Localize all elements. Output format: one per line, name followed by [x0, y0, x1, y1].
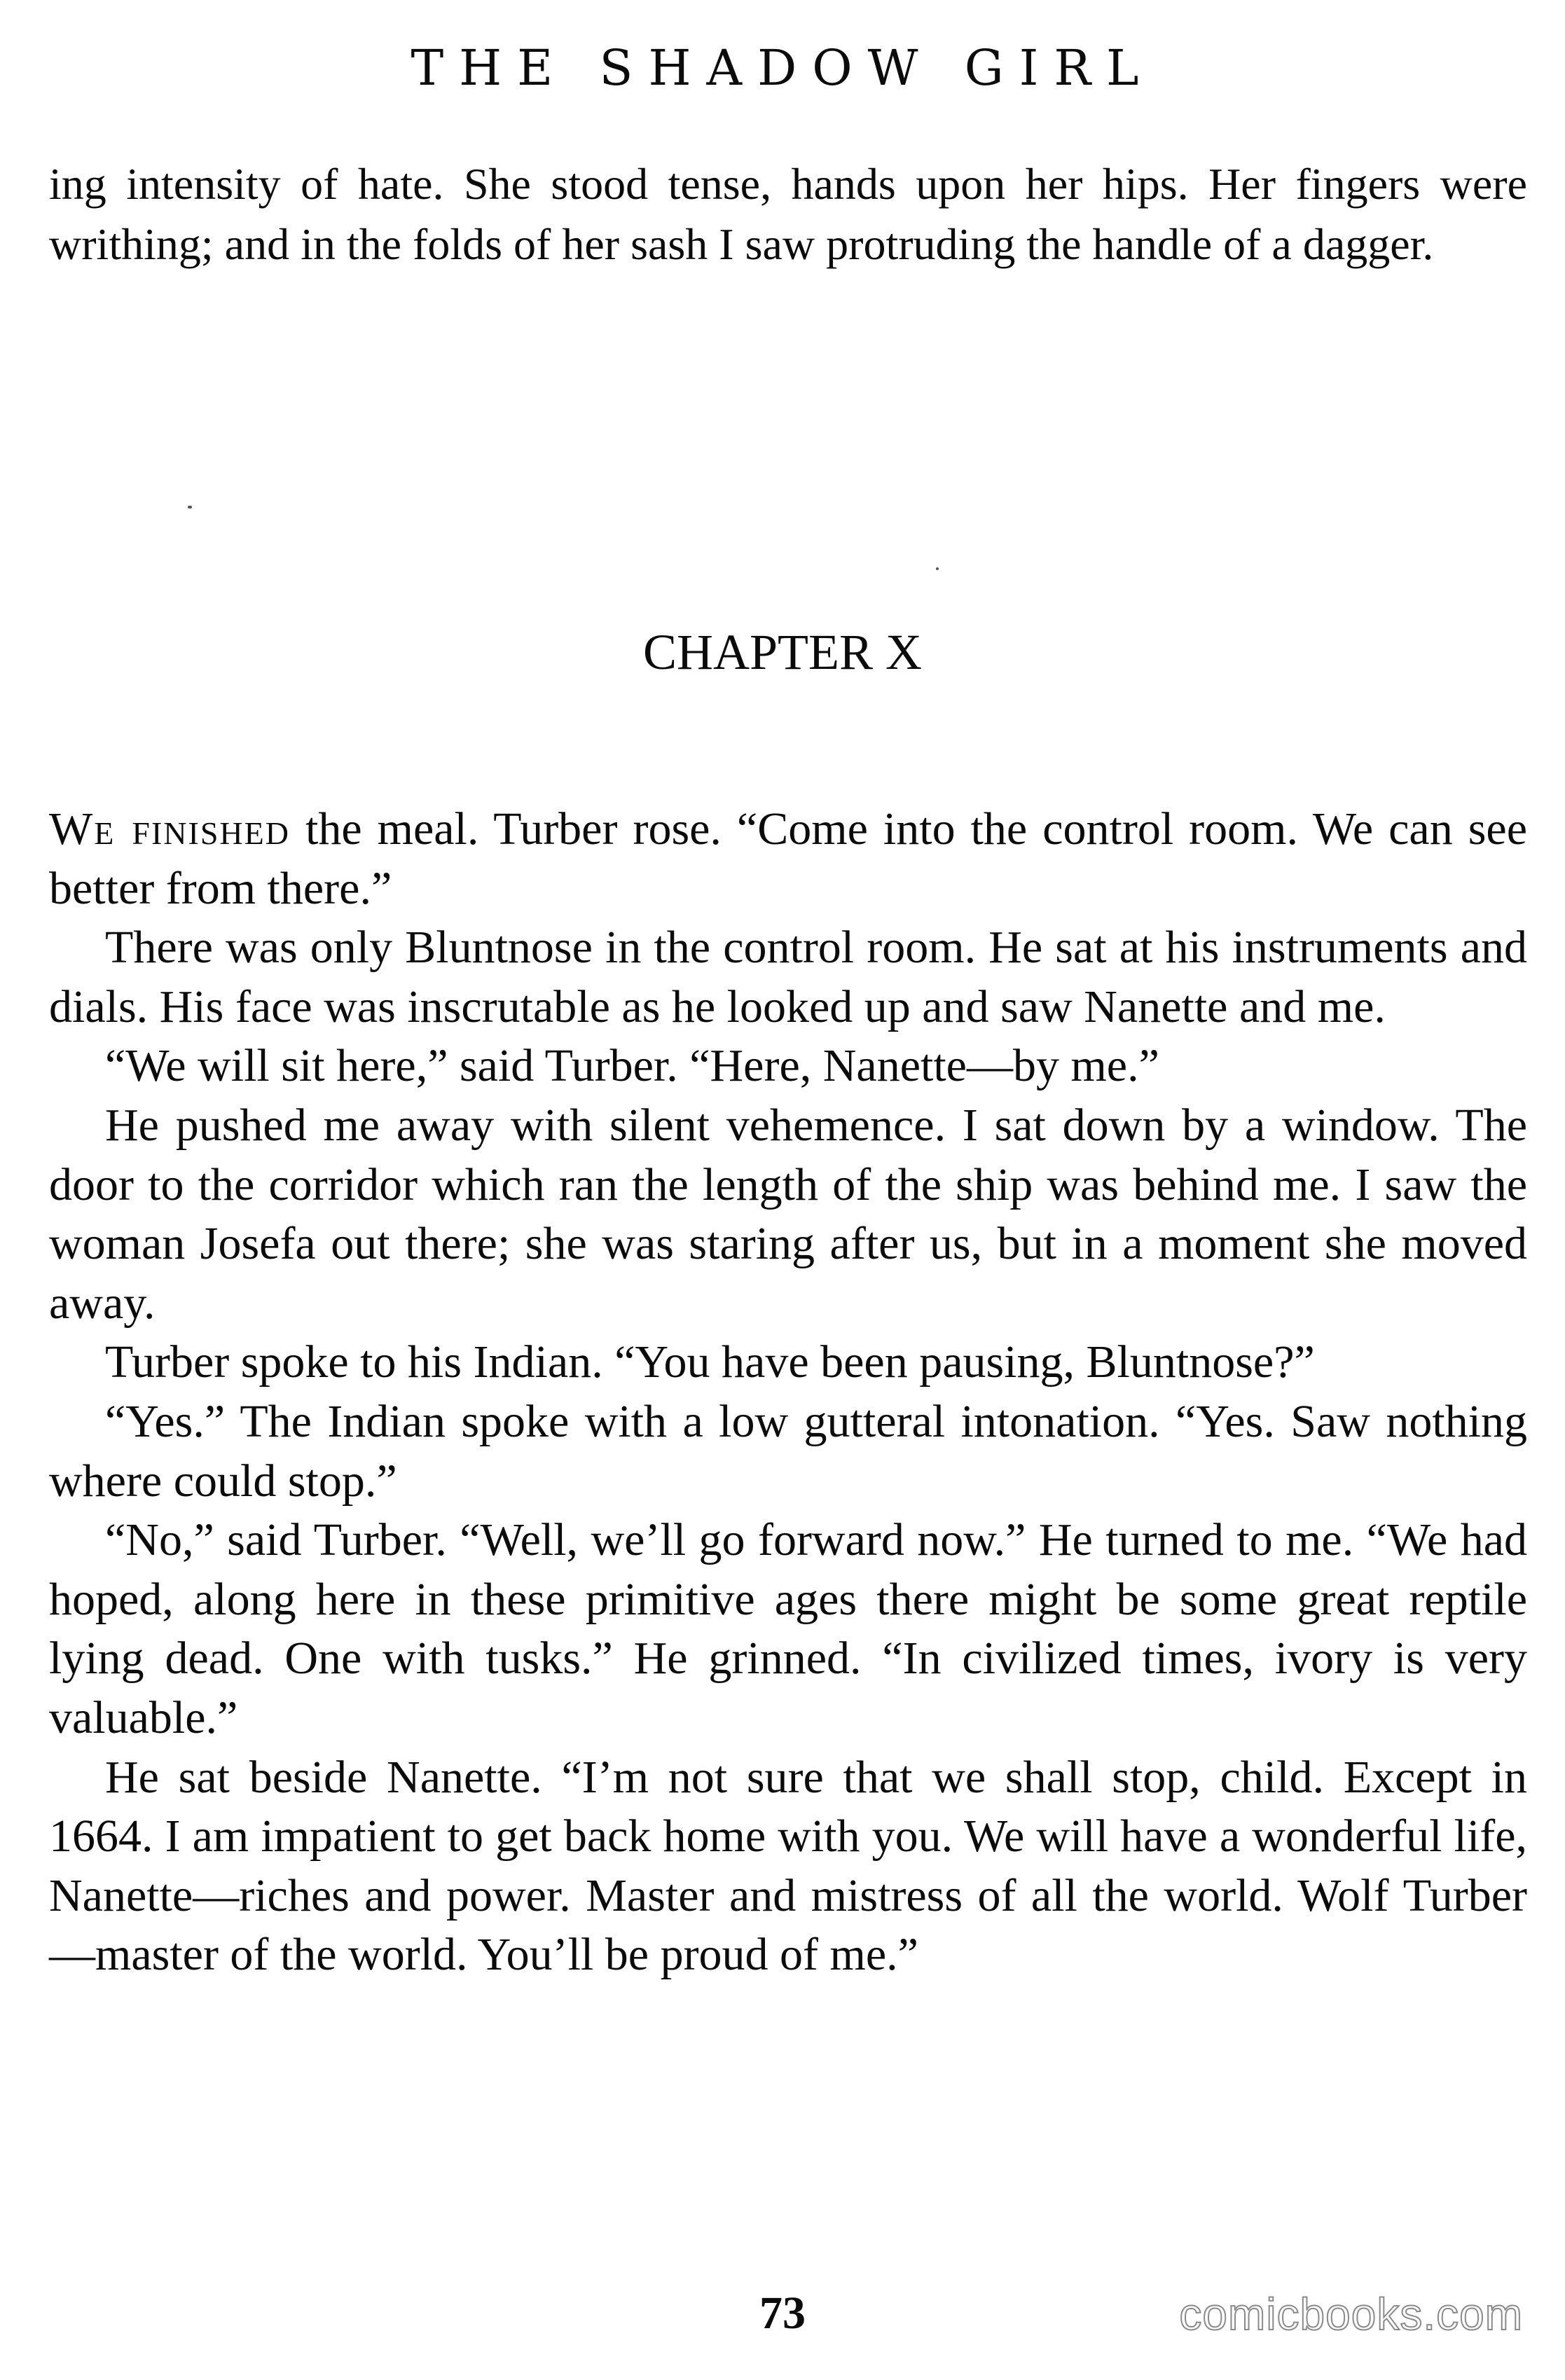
- paragraph-2: There was only Bluntnose in the control room. He sat at his instruments and dials. His face was inscrutable as he looked up and saw Nanette and me.: [49, 922, 1527, 1032]
- paragraph-7: “No,” said Turber. “Well, we’ll go forward now.” He turned to me. “We had hoped, along here in these primitive ages there might be some great reptile lying dead. One with tusks.” He grinned. “In civilized times, ivory is very valuable.”: [49, 1514, 1527, 1743]
- paragraph-4: He pushed me away with silent vehemence. I sat down by a window. The door to the corridor which ran the length of the ship was behind me. I saw the woman Josefa out there; she was staring after us, but in a moment she moved away.: [49, 1099, 1527, 1329]
- chapter-heading: CHAPTER X: [642, 624, 923, 680]
- continued-paragraph: [49, 154, 1527, 275]
- running-head-title: THE SHADOW GIRL: [411, 39, 1154, 97]
- paragraph-8: He sat beside Nanette. “I’m not sure that we shall stop, child. Except in 1664. I am impatient to get back home with you. We will have a wonderful life, Nanette—riches and power. Master and mistress of all the world. Wolf Turber—master of the world. You’ll be proud of me.”: [49, 1751, 1527, 1981]
- opening-words: We finished: [49, 803, 290, 855]
- paragraph-5: Turber spoke to his Indian. “You have been pausing, Bluntnose?”: [105, 1336, 1315, 1388]
- paragraph-1-text: the meal. Turber rose. “Come into the control room. We can see better from there.”: [49, 803, 1527, 914]
- chapter-body: [49, 800, 1527, 1985]
- page-number: 73: [759, 2288, 806, 2339]
- watermark-logo: comicbooks.com: [1179, 2289, 1523, 2339]
- paragraph-continued: ing intensity of hate. She stood tense, hands upon her hips. Her fingers were writhing; and in the folds of her sash I saw protruding the handle of a dagger.: [49, 159, 1527, 269]
- print-speck: [936, 567, 939, 570]
- paragraph-3: “We will sit here,” said Turber. “Here, Nanette—by me.”: [105, 1040, 1159, 1092]
- paragraph-6: “Yes.” The Indian spoke with a low gutteral intonation. “Yes. Saw nothing where could stop.”: [49, 1395, 1527, 1507]
- paragraph-1: [49, 800, 1527, 918]
- print-speck: [188, 506, 192, 508]
